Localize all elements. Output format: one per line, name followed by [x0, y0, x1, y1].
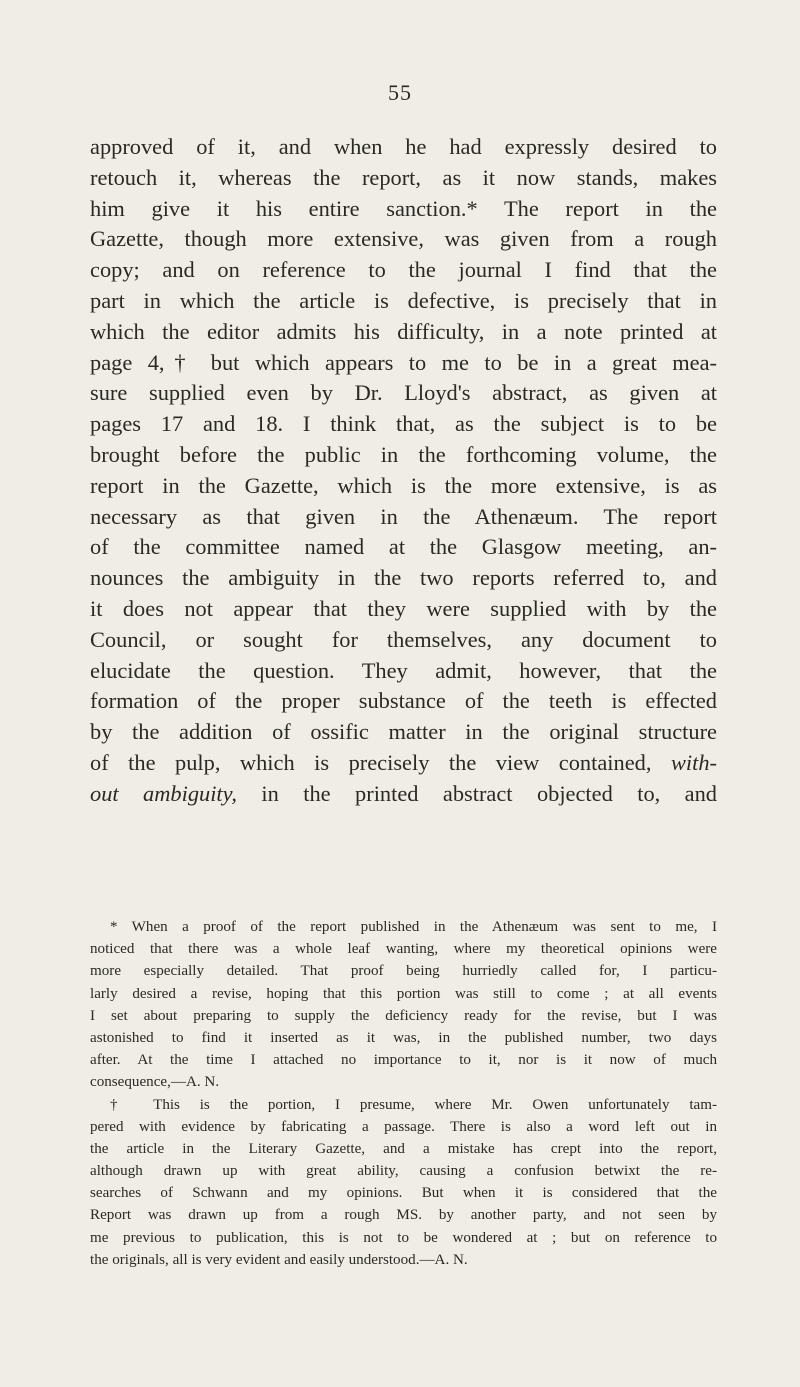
text-line: brought before the public in the forthcoming volume, the [90, 441, 717, 467]
footnote-line: the originals, all is very evident and easily understood.—A. N. [90, 1251, 468, 1268]
text-segment: in the printed abstract objected to, and [261, 780, 717, 806]
footnote-line: pered with evidence by fabricating a passage. There is also a word left out in [90, 1118, 717, 1135]
footnote-line: although drawn up with great ability, causing a confusion betwixt the re- [90, 1163, 717, 1180]
text-line: nounces the ambiguity in the two reports referred to, and [90, 565, 717, 591]
footnote-line: consequence,—A. N. [90, 1074, 220, 1091]
text-line: sure supplied even by Dr. Lloyd's abstract, as given at [90, 380, 717, 406]
text-line [90, 748, 717, 779]
page-number: 55 [388, 80, 412, 105]
text-line: which the editor admits his difficulty, in a note printed at [90, 318, 717, 344]
footnotes [90, 916, 717, 1271]
footnote-line: † This is the portion, I presume, where Mr. Owen unfortunately tam- [110, 1096, 717, 1113]
text-line: Council, or sought for themselves, any document to [90, 626, 717, 652]
text-line: Gazette, though more extensive, was given from a rough [90, 226, 717, 252]
footnote-line: after. At the time I attached no importance to it, nor is it now of much [90, 1052, 717, 1069]
text-line: retouch it, whereas the report, as it now stands, makes [90, 164, 717, 190]
footnote-line: * When a proof of the report published in the Athenæum was sent to me, I [110, 919, 717, 935]
text-line: necessary as that given in the Athenæum. The report [90, 503, 717, 529]
text-line: him give it his entire sanction.* The report in the [90, 195, 717, 221]
footnote-line: more especially detailed. That proof being hurriedly called for, I particu- [90, 963, 717, 980]
text-line: pages 17 and 18. I think that, as the subject is to be [90, 411, 717, 437]
italic-text: with- [670, 749, 717, 775]
footnote-line: larly desired a revise, hoping that this portion was still to come ; at all events [90, 985, 717, 1002]
footnote-line: me previous to publication, this is not to be wondered at ; but on reference to [90, 1229, 717, 1246]
text-line: part in which the article is defective, is precisely that in [90, 287, 717, 313]
main-text [90, 132, 717, 810]
footnote-line: astonished to find it inserted as it was, in the published number, two days [90, 1029, 717, 1046]
text-line: elucidate the question. They admit, however, that the [90, 657, 717, 683]
text-line [90, 779, 717, 810]
footnote-line: I set about preparing to supply the deficiency ready for the revise, but I was [90, 1007, 717, 1024]
text-line: it does not appear that they were supplied with by the [90, 595, 717, 621]
text-line: of the committee named at the Glasgow meeting, an- [90, 534, 717, 560]
text-line: page 4,† but which appears to me to be in a great mea- [90, 349, 717, 375]
footnote-line: searches of Schwann and my opinions. But when it is considered that the [90, 1185, 717, 1202]
text-line: formation of the proper substance of the teeth is effected [90, 688, 717, 714]
text-segment: of the pulp, which is precisely the view contained, [90, 749, 652, 775]
footnote-line: the article in the Literary Gazette, and a mistake has crept into the report, [90, 1140, 717, 1157]
text-line: report in the Gazette, which is the more extensive, is as [90, 472, 717, 498]
text-line: copy; and on reference to the journal I find that the [90, 257, 717, 283]
footnote-line: Report was drawn up from a rough MS. by another party, and not seen by [90, 1207, 717, 1224]
text-line: approved of it, and when he had expressly desired to [90, 134, 717, 159]
text-line: by the addition of ossific matter in the original structure [90, 719, 717, 745]
italic-text: out ambiguity, [90, 780, 237, 806]
footnote-line: noticed that there was a whole leaf wanting, where my theoretical opinions were [90, 941, 717, 958]
